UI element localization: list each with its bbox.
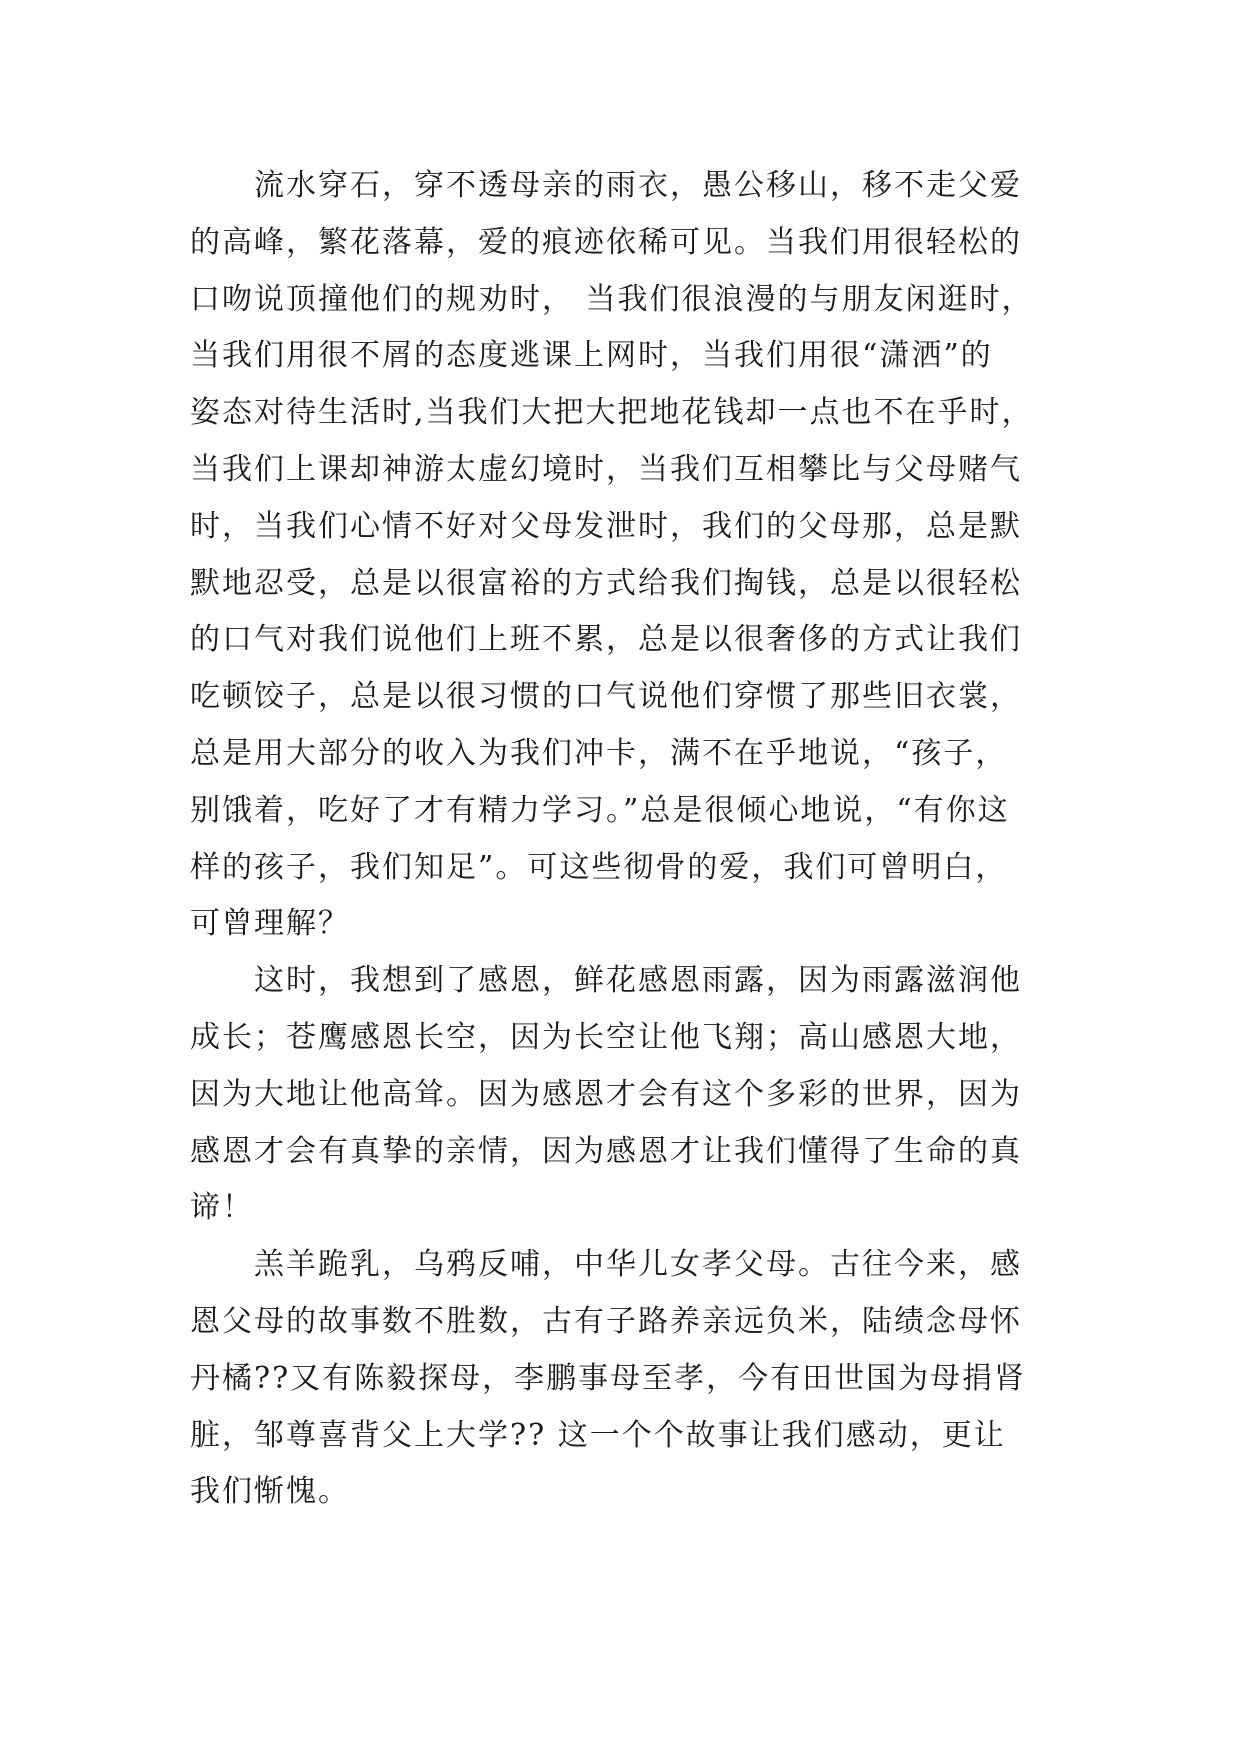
paragraph-1 — [190, 158, 1070, 953]
text-line: 默地忍受，总是以很富裕的方式给我们掏钱，总是以很轻松 — [190, 565, 1022, 601]
text-line: 口吻说顶撞他们的规劝时， 当我们很浪漫的与朋友闲逛时， — [190, 281, 1034, 317]
text-line: 谛！ — [190, 1190, 254, 1226]
text-line: 的口气对我们说他们上班不累，总是以很奢侈的方式让我们 — [190, 622, 1022, 658]
text-line: 总是用大部分的收入为我们冲卡，满不在乎地说，“孩子， — [190, 735, 1008, 771]
text-line: 可曾理解？ — [190, 906, 350, 942]
text-line: 流水穿石，穿不透母亲的雨衣，愚公移山，移不走父爱 — [254, 168, 1022, 203]
paragraph-3 — [190, 1237, 1070, 1521]
text-line: 因为大地让他高耸。因为感恩才会有这个多彩的世界，因为 — [190, 1076, 1022, 1112]
document-body — [190, 158, 1070, 1521]
text-line: 时，当我们心情不好对父母发泄时，我们的父母那，总是默 — [190, 508, 1022, 544]
text-line: 感恩才会有真挚的亲情，因为感恩才让我们懂得了生命的真 — [190, 1133, 1022, 1169]
text-line: 羔羊跪乳，乌鸦反哺，中华儿女孝父母。古往今来，感 — [254, 1247, 1022, 1283]
text-line: 当我们上课却神游太虚幻境时，当我们互相攀比与父母赌气 — [190, 451, 1022, 487]
paragraph-2 — [190, 953, 1070, 1237]
text-line: 我们惭愧。 — [190, 1474, 350, 1510]
text-line: 恩父母的故事数不胜数，古有子路养亲远负米，陆绩念母怀 — [190, 1303, 1022, 1339]
text-line: 丹橘??又有陈毅探母，李鹏事母至孝，今有田世国为母捐肾 — [190, 1360, 1027, 1396]
text-line: 的高峰，繁花落幕，爱的痕迹依稀可见。当我们用很轻松的 — [190, 224, 1022, 260]
text-line: 脏，邹尊喜背父上大学?? 这一个个故事让我们感动，更让 — [190, 1417, 1006, 1453]
text-line: 成长；苍鹰感恩长空，因为长空让他飞翔；高山感恩大地， — [190, 1019, 1022, 1055]
text-line: 别饿着，吃好了才有精力学习。”总是很倾心地说，“有你这 — [190, 792, 1010, 828]
text-line: 样的孩子，我们知足”。可这些彻骨的爱，我们可曾明白， — [190, 849, 1008, 885]
text-line: 当我们用很不屑的态度逃课上网时，当我们用很“潇洒”的 — [190, 338, 993, 374]
text-line: 吃顿饺子，总是以很习惯的口气说他们穿惯了那些旧衣裳， — [190, 679, 1022, 715]
text-line: 姿态对待生活时,当我们大把大把地花钱却一点也不在乎时， — [190, 395, 1034, 431]
text-line: 这时，我想到了感恩，鲜花感恩雨露，因为雨露滋润他 — [254, 963, 1022, 999]
